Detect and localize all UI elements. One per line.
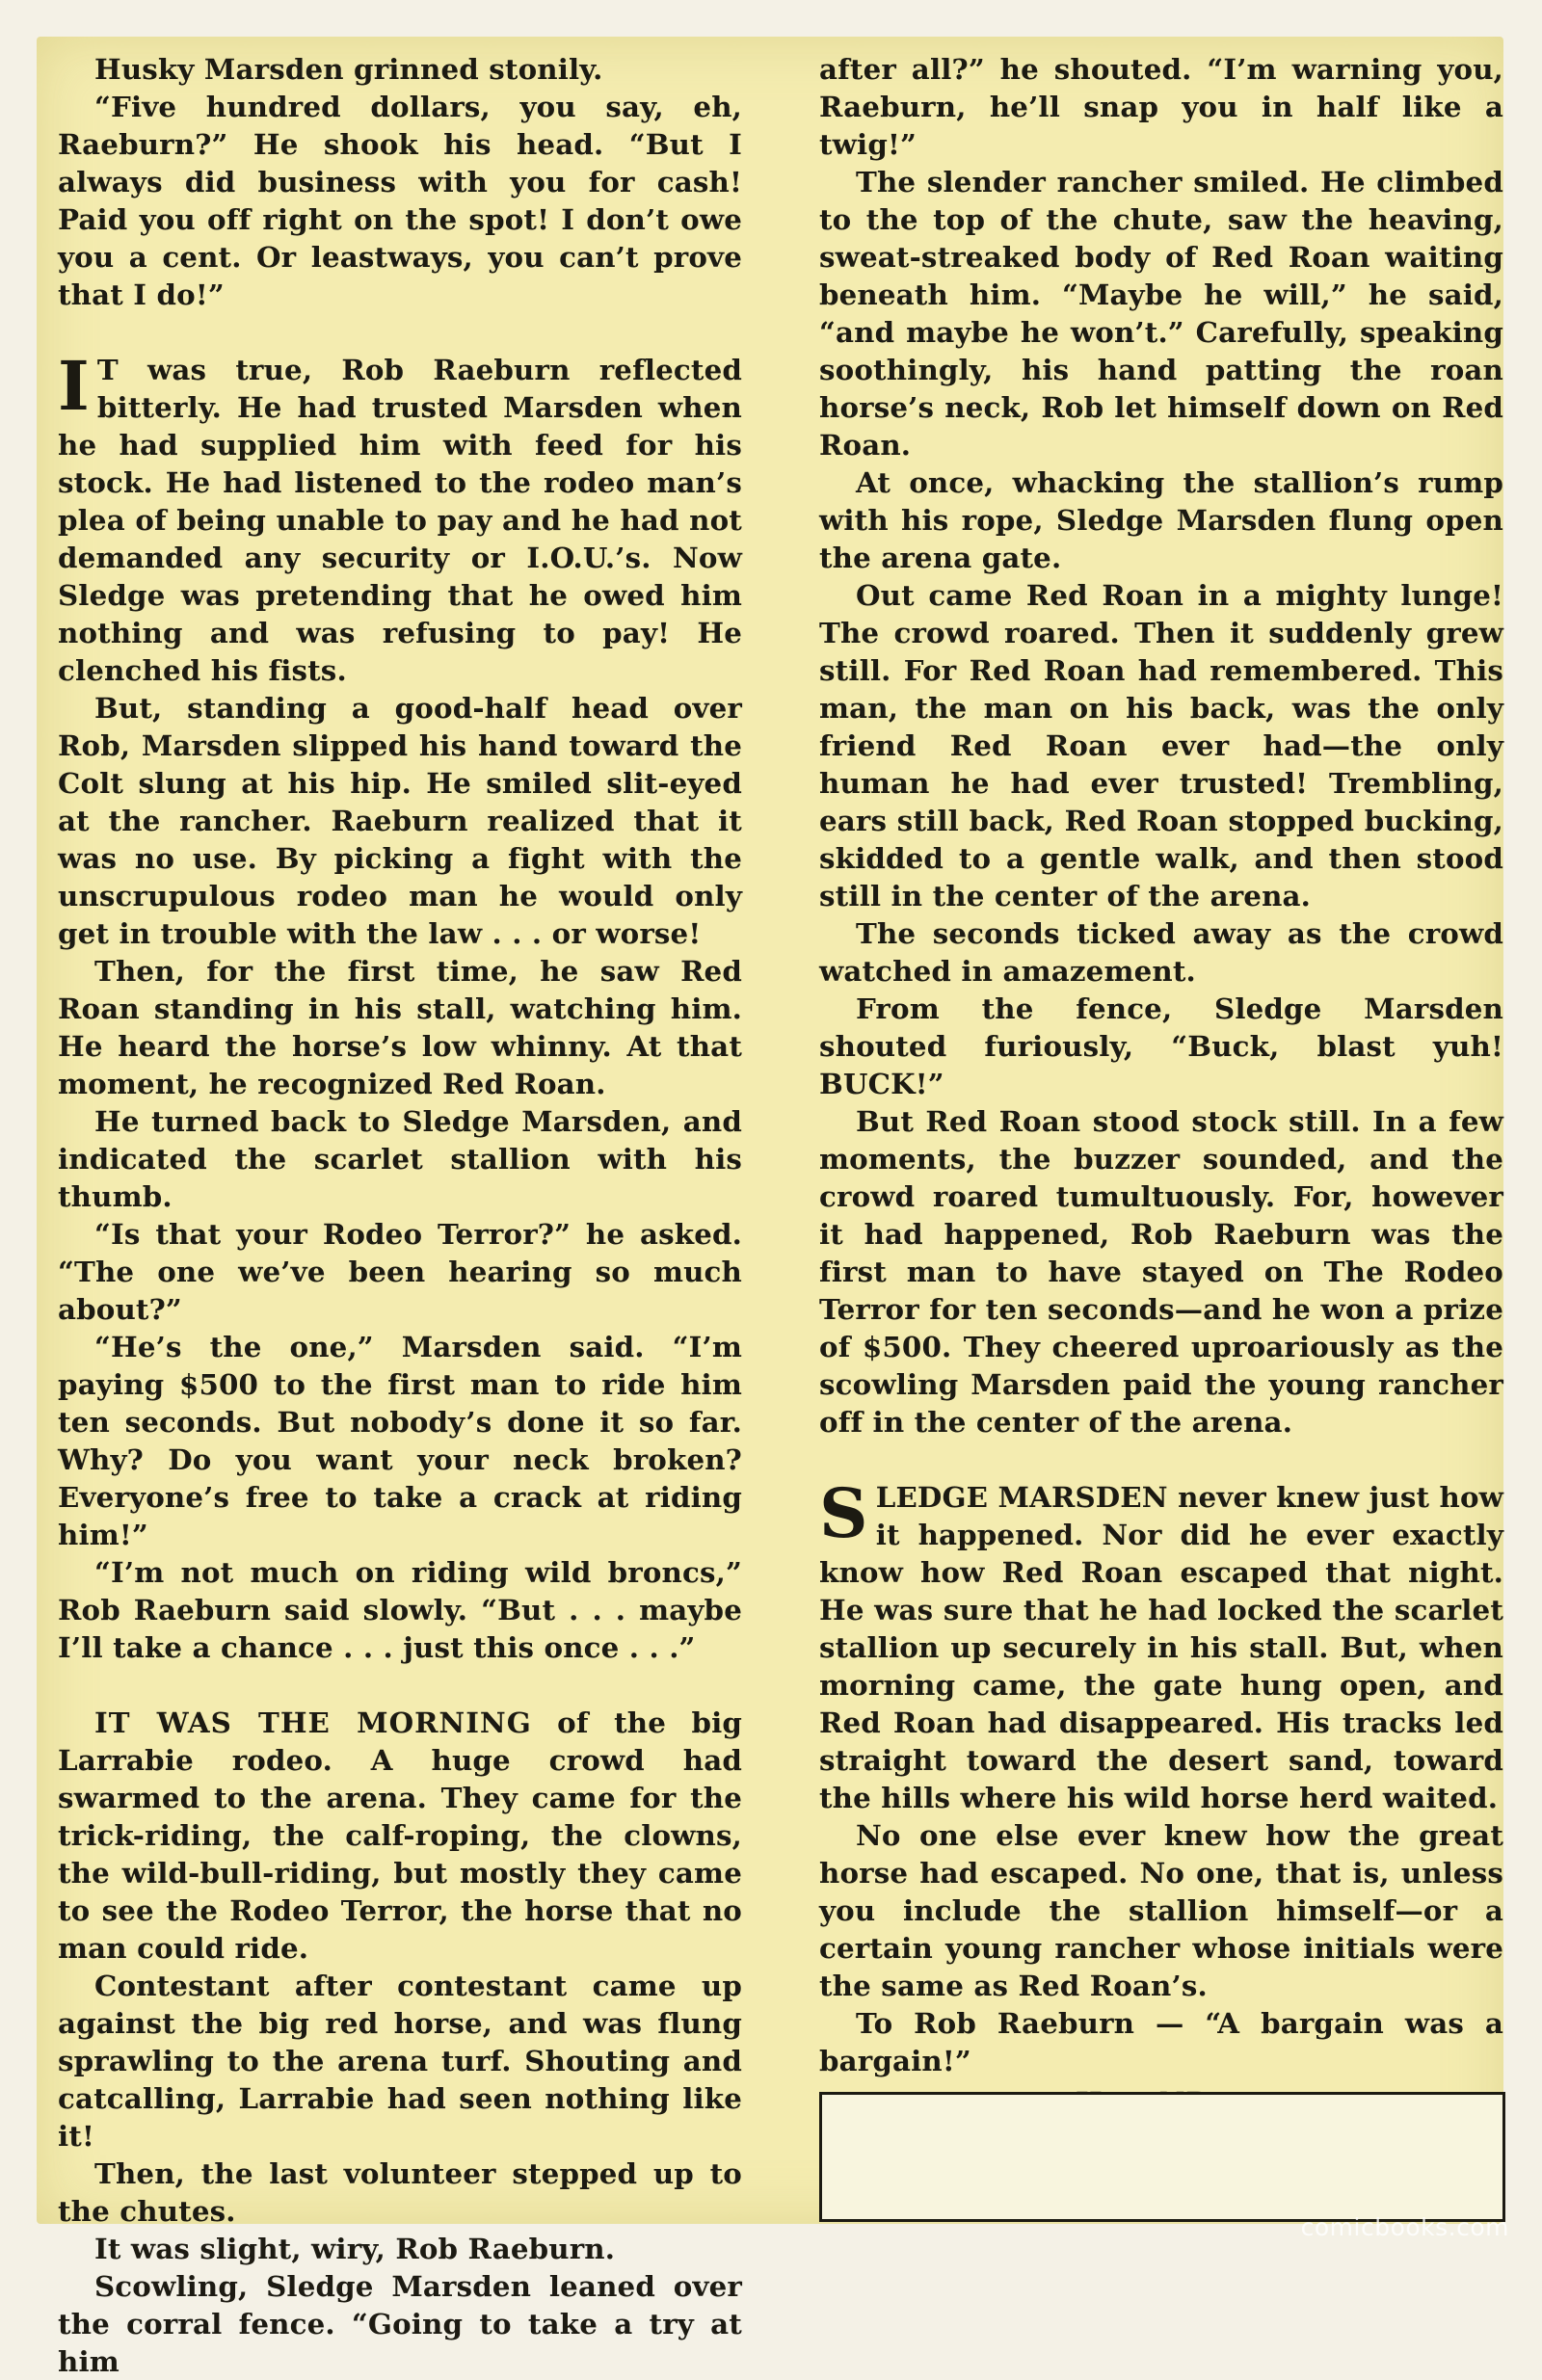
story-paragraph: Then, the last volunteer stepped up to the chutes.	[58, 2156, 742, 2228]
drop-cap: I	[58, 346, 90, 426]
story-paragraph: To Rob Raeburn — “A bargain was a bargain!”	[819, 2006, 1503, 2077]
story-paragraph: “He’s the one,” Marsden said. “I’m paying $500 to the first man to ride him ten seconds. But nobody’s done it so far. Why? Do you want your neck broken? Everyone’s free to take a crack at riding him!”	[58, 1330, 742, 1551]
story-paragraph: after all?” he shouted. “I’m warning you, Raeburn, he’ll snap you in half like a twig!”	[819, 52, 1503, 161]
story-paragraph: Contestant after contestant came up against the big red horse, and was flung sprawling to the arena turf. Shouting and catcalling, Larrabie had seen nothing like it!	[58, 1969, 742, 2153]
story-paragraph: “Five hundred dollars, you say, eh, Raeburn?” He shook his head. “But I always did business with you for cash! Paid you off right on the spot! I don’t owe you a cent. Or leastways, you can’t prove that I do!”	[58, 90, 742, 311]
story-paragraph-section-start	[819, 1473, 1504, 1816]
story-column-left	[58, 50, 742, 2380]
paragraph-text: of the big Larrabie rodeo. A huge crowd had swarmed to the arena. They came for the trick-riding, the calf-roping, the clowns, the wild-bull-riding, but mostly they came to see the Rodeo Terror, the horse that no man could ride.	[58, 1706, 742, 1965]
story-paragraph: The seconds ticked away as the crowd watched in amazement.	[819, 916, 1503, 988]
story-paragraph: From the fence, Sledge Marsden shouted furiously, “Buck, blast yuh! BUCK!”	[819, 992, 1503, 1100]
paragraph-text: LEDGE MARSDEN never knew just how it happened. Nor did he ever exactly know how Red Roan escaped that night. He was sure that he had locked the scarlet stallion up securely in his stall. But, when morning came, the gate hung open, and Red Roan had disappeared. His tracks led straight toward the desert sand, toward the hills where his wild horse herd waited.	[819, 1480, 1504, 1814]
story-paragraph: He turned back to Sledge Marsden, and indicated the scarlet stallion with his thumb.	[58, 1104, 742, 1213]
story-paragraph-section-start	[58, 1704, 742, 1967]
story-column-right	[819, 50, 1503, 2121]
story-paragraph: Scowling, Sledge Marsden leaned over the corral fence. “Going to take a try at him	[58, 2269, 742, 2378]
site-watermark: comicbooks.com	[1300, 2213, 1509, 2241]
story-paragraph: At once, whacking the stallion’s rump with his rope, Sledge Marsden flung open the arena gate.	[819, 465, 1503, 574]
story-paragraph-section-start	[58, 346, 742, 689]
story-paragraph: The slender rancher smiled. He climbed to the top of the chute, saw the heaving, sweat-streaked body of Red Roan waiting beneath him. “Maybe he will,” he said, “and maybe he won’t.” Carefully, speaking soothingly, his hand patting the roan horse’s neck, Rob let himself down on Red Roan.	[819, 165, 1503, 462]
story-paragraph: It was slight, wiry, Rob Raeburn.	[94, 2232, 616, 2265]
story-paragraph: “Is that your Rodeo Terror?” he asked. “The one we’ve been hearing so much about?”	[58, 1217, 742, 1326]
story-paragraph: Husky Marsden grinned stonily.	[94, 52, 603, 86]
story-paragraph: Out came Red Roan in a mighty lunge! The crowd roared. Then it suddenly grew still. For Red Roan had remembered. This man, the man on his back, was the only friend Red Roan ever had—the only human he had ever trusted! Trembling, ears still back, Red Roan stopped bucking, skidded to a gentle walk, and then stood still in the center of the arena.	[819, 578, 1503, 912]
story-paragraph: No one else ever knew how the great horse had escaped. No one, that is, unless you include the stallion himself—or a certain young rancher whose initials were the same as Red Roan’s.	[819, 1818, 1503, 2002]
drop-cap: S	[819, 1473, 868, 1553]
story-paragraph: But, standing a good-half head over Rob, Marsden slipped his hand toward the Colt slung at his hip. He smiled slit-eyed at the rancher. Raeburn realized that it was no use. By picking a fight with the unscrupulous rodeo man he would only get in trouble with the law . . . or worse!	[58, 691, 742, 950]
story-paragraph: Then, for the first time, he saw Red Roan standing in his stall, watching him. He heard the horse’s low whinny. At that moment, he recognized Red Roan.	[58, 954, 742, 1100]
story-paragraph: But Red Roan stood stock still. In a few moments, the buzzer sounded, and the crowd roared tumultuously. For, however it had happened, Rob Raeburn was the first man to have stayed on The Rodeo Terror for ten seconds—and he won a prize of $500. They cheered uproariously as the scowling Marsden paid the young rancher off in the center of the arena.	[819, 1104, 1503, 1439]
empty-ad-box	[819, 2092, 1505, 2222]
story-paragraph: “I’m not much on riding wild broncs,” Rob Raeburn said slowly. “But . . . maybe I’ll take a chance . . . just this once . . .”	[58, 1555, 742, 1664]
lead-in-caps: IT WAS THE MORNING	[94, 1706, 532, 1739]
paragraph-text: T was true, Rob Raeburn reflected bitterly. He had trusted Marsden when he had supplied him with feed for his stock. He had listened to the rodeo man’s plea of being unable to pay and he had not demanded any security or I.O.U.’s. Now Sledge was pretending that he owed him nothing and was refusing to pay! He clenched his fists.	[58, 353, 742, 687]
